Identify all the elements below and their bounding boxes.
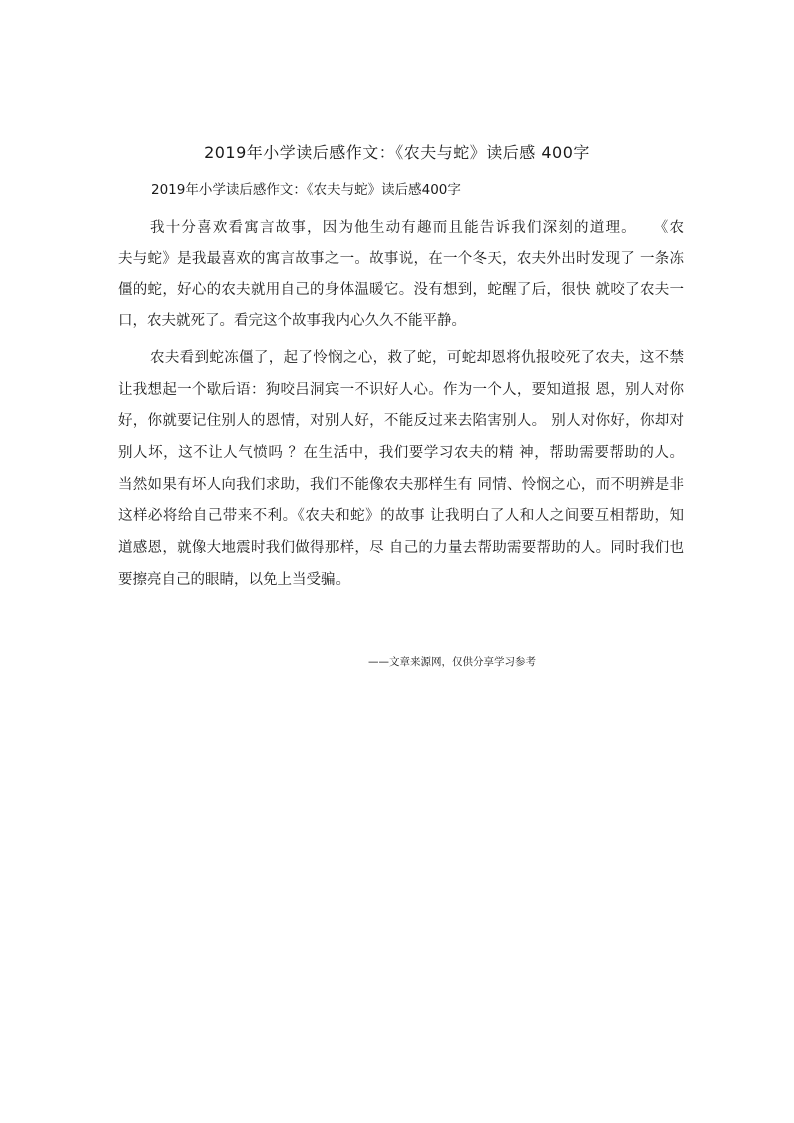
paragraph-line: 我十分喜欢看寓言故事，因为他生动有趣而且能告诉我们深刻的道理。 《农 [150,220,684,236]
source-footer: ——文章来源网，仅供分享学习参考 [368,656,536,668]
paragraph-line: 别人坏，这不让人气愤吗 ？在生活中，我们要学习农夫的精 神，帮助需要帮助的人。 [118,445,684,462]
paragraph-line: 道感恩，就像大地震时我们做得那样，尽 自己的力量去帮助需要帮助的人。同时我们也 [118,540,684,557]
page-subtitle: 2019年小学读后感作文：《农夫与蛇》读后感400字 [151,182,461,198]
paragraph-line: 要擦亮自己的眼睛，以免上当受骗。 [118,571,350,588]
paragraph-2 [118,343,684,597]
page-title: 2019年小学读后感作文：《农夫与蛇》读后感 400字 [204,143,590,162]
paragraph-line: 当然如果有坏人向我们求助，我们不能像农夫那样生有 同情、怜悯之心，而不明辨是非 [118,476,684,493]
paragraph-line: 这样必将给自己带来不利。《农夫和蛇》的故事 让我明白了人和人之间要互相帮助，知 [118,508,684,525]
paragraph-line: 口，农夫就死了。看完这个故事我内心久久不能平静。 [118,313,466,329]
paragraph-line: 好，你就要记住别人的恩情，对别人好，不能反过来去陷害别人。 别人对你好，你却对 [118,413,684,430]
paragraph-line: 夫与蛇》是我最喜欢的寓言故事之一。故事说，在一个冬天，农夫外出时发现了 一条冻 [118,251,684,267]
paragraph-line: 农夫看到蛇冻僵了，起了怜悯之心，救了蛇，可蛇却恩将仇报咬死了农夫，这不禁 [150,350,684,366]
paragraph-line: 僵的蛇，好心的农夫就用自己的身体温暖它。没有想到，蛇醒了后，很快 就咬了农夫一 [118,282,684,298]
paragraph-line: 让我想起一个歇后语：狗咬吕洞宾一不识好人心。作为一个人，要知道报 恩，别人对你 [118,381,684,398]
paragraph-1 [118,213,684,337]
